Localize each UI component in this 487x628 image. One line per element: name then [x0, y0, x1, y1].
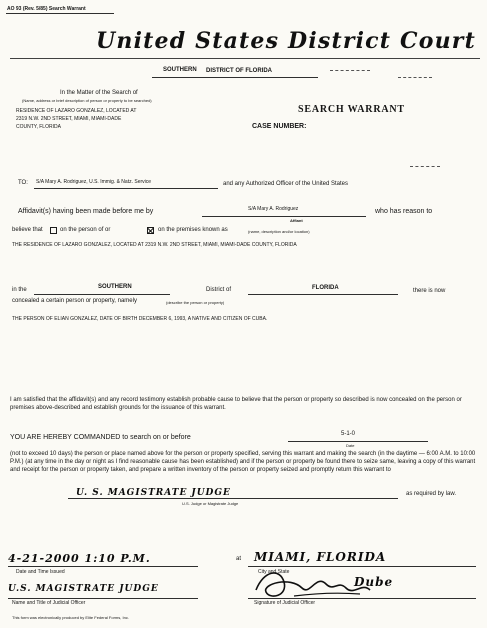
- at-label: at: [236, 556, 242, 562]
- case-number-label: CASE NUMBER:: [252, 123, 307, 130]
- scan-artifact: [398, 77, 432, 78]
- date-time-underline: [8, 566, 198, 567]
- doc-title: SEARCH WARRANT: [298, 104, 405, 115]
- concealed-text: concealed a certain person or property, namely: [12, 298, 137, 304]
- signature-scrawl-text: Dube: [354, 575, 394, 589]
- affiant-name: S/A Mary A. Rodriguez: [248, 206, 299, 212]
- affiant-underline: [202, 216, 366, 217]
- district-prefix: SOUTHERN: [163, 67, 197, 73]
- affidavit-suffix: who has reason to: [375, 208, 433, 215]
- form-code: AO 93 (Rev. 5/85) Search Warrant: [7, 6, 86, 12]
- to-suffix: and any Authorized Officer of the United States: [223, 181, 348, 187]
- scan-artifact: [330, 70, 370, 71]
- affidavit-prefix: Affidavit(s) having been made before me by: [18, 208, 154, 215]
- residence-line-2: 2319 N.W. 2ND STREET, MIAMI, MIAMI-DADE: [16, 116, 122, 122]
- residence-line-1: RESIDENCE OF LAZARO GONZALEZ, LOCATED AT: [16, 108, 137, 114]
- to-underline: [34, 188, 218, 189]
- affiant-label: Affiant: [290, 218, 303, 223]
- satisfied-paragraph: I am satisfied that the affidavit(s) and any record testimony establish probable cause to believe that the person or property so described is now concealed on the person or premises above-described and establish grounds for the issuance of this warrant.: [10, 397, 462, 411]
- premises-text: on the premises known as: [158, 227, 228, 233]
- premises-note: (name, description and/or location): [248, 229, 310, 234]
- signature-label: Signature of Judicial Officer: [254, 600, 316, 606]
- to-officer: S/A Mary A. Rodriguez, U.S. Immig. & Natz. Service: [36, 179, 152, 185]
- state-underline: [248, 294, 398, 295]
- command-lead: YOU ARE HEREBY COMMANDED to search on or before: [10, 434, 191, 441]
- district-of: District of: [206, 287, 232, 293]
- to-label: TO:: [18, 180, 28, 186]
- person-text: on the person of or: [60, 227, 111, 233]
- judge-name-handwritten: U.S. MAGISTRATE JUDGE: [8, 584, 159, 594]
- command-date-underline: [288, 441, 428, 442]
- judge-name-underline: [8, 598, 198, 599]
- return-to-underline: [68, 498, 398, 499]
- matter-line: In the Matter of the Search of: [60, 90, 138, 96]
- command-body: (not to exceed 10 days) the person or place named above for the person or property specified, serving this warrant and making the search (in the daytime — 6:00 A.M. to 10:00 P.M.) (at any time in the day or night as I find reasonable cause has been established) and if the person or property be found there to seize same, leaving a copy of this warrant and receipt for the person or property taken, and prepare a written inventory of the person or property seized and promptly return this warrant to: [10, 451, 476, 473]
- person-description: THE PERSON OF ELIAN GONZALEZ, DATE OF BIRTH DECEMBER 6, 1993, A NATIVE AND CITIZEN OF CUBA.: [12, 316, 268, 322]
- date-time-handwritten: 4-21-2000 1:10 P.M.: [8, 552, 151, 565]
- signature-underline: [248, 598, 476, 599]
- return-note: U.S. Judge or Magistrate Judge: [182, 501, 239, 506]
- state-name: FLORIDA: [312, 285, 339, 291]
- form-code-underline: [6, 13, 114, 14]
- person-checkbox: [50, 227, 57, 234]
- scan-artifact: [410, 166, 440, 167]
- city-state-handwritten: MIAMI, FLORIDA: [254, 550, 387, 564]
- required-by-law: as required by law.: [406, 491, 457, 497]
- district-underline: [152, 77, 318, 78]
- name-title-label: Name and Title of Judicial Officer: [12, 600, 86, 606]
- command-date: 5-1-0: [341, 431, 356, 437]
- in-the: in the: [12, 287, 27, 293]
- believe-start: believe that: [12, 227, 43, 233]
- return-to-handwritten: U. S. MAGISTRATE JUDGE: [76, 488, 231, 498]
- matter-note: (Name, address or brief description of person or property to be searched): [22, 98, 152, 103]
- footer-note: This form was electronically produced by Elite Federal Forms, Inc.: [12, 615, 129, 620]
- premises-checkbox-checked: [147, 227, 154, 234]
- command-date-label: Date: [346, 443, 355, 448]
- city-state-label: City and State: [258, 569, 290, 575]
- court-title: United States District Court: [96, 28, 476, 54]
- premises-description: THE RESIDENCE OF LAZARO GONZALEZ, LOCATED AT 2319 N.W. 2ND STREET, MIAMI, MIAMI-DADE COUNTY, FLORIDA: [12, 242, 297, 248]
- district-suffix: DISTRICT OF FLORIDA: [206, 68, 272, 74]
- date-time-label: Date and Time Issued: [16, 569, 65, 575]
- title-rule: [10, 58, 480, 59]
- concealed-note: (describe the person or property): [166, 300, 225, 305]
- district-name: SOUTHERN: [98, 284, 132, 290]
- there-is-now: there is now: [413, 288, 446, 294]
- district-name-underline: [34, 294, 170, 295]
- residence-line-3: COUNTY, FLORIDA: [16, 124, 61, 130]
